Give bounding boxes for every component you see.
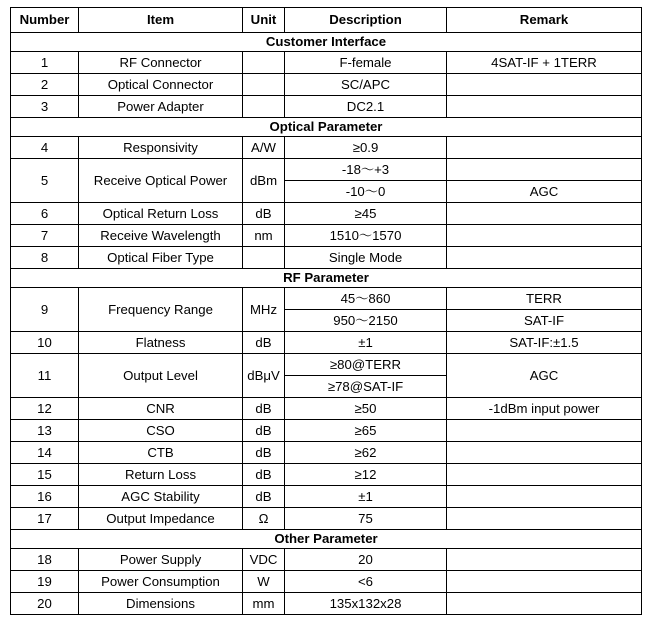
- row-unit: A/W: [243, 137, 285, 159]
- row-number: 10: [11, 332, 79, 354]
- row-remark: [447, 74, 642, 96]
- table-row: [11, 247, 642, 269]
- row-item: Power Consumption: [79, 571, 243, 593]
- row-remark: [447, 96, 642, 118]
- table-row: [11, 508, 642, 530]
- row-description: 45～860: [285, 288, 447, 310]
- table-row: [11, 486, 642, 508]
- row-remark: AGC: [447, 354, 642, 398]
- row-number: 13: [11, 420, 79, 442]
- row-unit: dBm: [243, 159, 285, 203]
- row-description: 950～2150: [285, 310, 447, 332]
- row-number: 3: [11, 96, 79, 118]
- row-description: 135x132x28: [285, 593, 447, 615]
- row-unit: dB: [243, 332, 285, 354]
- row-unit: dB: [243, 203, 285, 225]
- row-number: 9: [11, 288, 79, 332]
- row-description: ±1: [285, 332, 447, 354]
- row-description: ≥45: [285, 203, 447, 225]
- row-item: Power Supply: [79, 549, 243, 571]
- row-description: 75: [285, 508, 447, 530]
- row-description: ≥65: [285, 420, 447, 442]
- row-number: 6: [11, 203, 79, 225]
- table-row: [11, 354, 642, 376]
- row-item: Return Loss: [79, 464, 243, 486]
- row-item: Optical Connector: [79, 74, 243, 96]
- row-item: Output Level: [79, 354, 243, 398]
- row-unit: [243, 74, 285, 96]
- row-item: CTB: [79, 442, 243, 464]
- row-number: 15: [11, 464, 79, 486]
- row-item: RF Connector: [79, 52, 243, 74]
- row-unit: VDC: [243, 549, 285, 571]
- row-number: 20: [11, 593, 79, 615]
- row-item: Receive Optical Power: [79, 159, 243, 203]
- row-item: Dimensions: [79, 593, 243, 615]
- row-remark: [447, 203, 642, 225]
- row-remark: [447, 464, 642, 486]
- row-description: Single Mode: [285, 247, 447, 269]
- row-number: 7: [11, 225, 79, 247]
- row-unit: [243, 52, 285, 74]
- row-description: ±1: [285, 486, 447, 508]
- row-unit: dB: [243, 398, 285, 420]
- row-remark: [447, 247, 642, 269]
- row-remark: [447, 549, 642, 571]
- header-unit: Unit: [243, 8, 285, 33]
- section-rf-parameter: RF Parameter: [11, 269, 642, 288]
- row-description: <6: [285, 571, 447, 593]
- row-description: ≥78@SAT-IF: [285, 376, 447, 398]
- row-remark: -1dBm input power: [447, 398, 642, 420]
- table-row: [11, 74, 642, 96]
- row-remark: [447, 486, 642, 508]
- row-remark: [447, 137, 642, 159]
- row-unit: [243, 96, 285, 118]
- row-description: -10～0: [285, 181, 447, 203]
- section-row: [11, 269, 642, 288]
- row-description: ≥0.9: [285, 137, 447, 159]
- specification-table: [10, 7, 642, 615]
- row-number: 18: [11, 549, 79, 571]
- row-remark: [447, 442, 642, 464]
- row-remark: [447, 571, 642, 593]
- row-description: -18～+3: [285, 159, 447, 181]
- table-row: [11, 137, 642, 159]
- row-number: 19: [11, 571, 79, 593]
- section-optical-parameter: Optical Parameter: [11, 118, 642, 137]
- row-remark: AGC: [447, 181, 642, 203]
- section-other-parameter: Other Parameter: [11, 530, 642, 549]
- row-description: ≥80@TERR: [285, 354, 447, 376]
- row-remark: [447, 225, 642, 247]
- row-description: 20: [285, 549, 447, 571]
- row-description: ≥50: [285, 398, 447, 420]
- row-number: 4: [11, 137, 79, 159]
- table-row: [11, 332, 642, 354]
- row-remark: [447, 420, 642, 442]
- row-item: Optical Fiber Type: [79, 247, 243, 269]
- section-row: [11, 118, 642, 137]
- header-row: [11, 8, 642, 33]
- table-row: [11, 442, 642, 464]
- row-description: SC/APC: [285, 74, 447, 96]
- section-customer-interface: Customer Interface: [11, 33, 642, 52]
- row-unit: MHz: [243, 288, 285, 332]
- row-item: Receive Wavelength: [79, 225, 243, 247]
- header-item: Item: [79, 8, 243, 33]
- row-item: Power Adapter: [79, 96, 243, 118]
- row-unit: dB: [243, 464, 285, 486]
- row-remark: [447, 593, 642, 615]
- row-description: 1510～1570: [285, 225, 447, 247]
- row-unit: dB: [243, 486, 285, 508]
- table-row: [11, 52, 642, 74]
- row-description: ≥62: [285, 442, 447, 464]
- row-number: 14: [11, 442, 79, 464]
- row-unit: dB: [243, 420, 285, 442]
- table-row: [11, 288, 642, 310]
- row-unit: dB: [243, 442, 285, 464]
- row-number: 16: [11, 486, 79, 508]
- table-row: [11, 571, 642, 593]
- row-remark: [447, 159, 642, 181]
- row-item: Flatness: [79, 332, 243, 354]
- row-item: Output Impedance: [79, 508, 243, 530]
- section-row: [11, 33, 642, 52]
- table-row: [11, 549, 642, 571]
- row-number: 17: [11, 508, 79, 530]
- row-remark: SAT-IF:±1.5: [447, 332, 642, 354]
- row-item: Frequency Range: [79, 288, 243, 332]
- table-row: [11, 398, 642, 420]
- row-unit: mm: [243, 593, 285, 615]
- table-row: [11, 159, 642, 181]
- row-remark: SAT-IF: [447, 310, 642, 332]
- header-remark: Remark: [447, 8, 642, 33]
- header-description: Description: [285, 8, 447, 33]
- row-unit: dBμV: [243, 354, 285, 398]
- row-item: Responsivity: [79, 137, 243, 159]
- table-row: [11, 96, 642, 118]
- row-unit: Ω: [243, 508, 285, 530]
- row-number: 12: [11, 398, 79, 420]
- row-description: F-female: [285, 52, 447, 74]
- row-item: Optical Return Loss: [79, 203, 243, 225]
- table-row: [11, 420, 642, 442]
- row-number: 11: [11, 354, 79, 398]
- table-row: [11, 203, 642, 225]
- row-description: DC2.1: [285, 96, 447, 118]
- row-number: 2: [11, 74, 79, 96]
- section-row: [11, 530, 642, 549]
- row-unit: W: [243, 571, 285, 593]
- row-unit: [243, 247, 285, 269]
- row-number: 8: [11, 247, 79, 269]
- row-item: CNR: [79, 398, 243, 420]
- header-number: Number: [11, 8, 79, 33]
- row-remark: TERR: [447, 288, 642, 310]
- row-number: 5: [11, 159, 79, 203]
- table-row: [11, 464, 642, 486]
- row-number: 1: [11, 52, 79, 74]
- row-item: AGC Stability: [79, 486, 243, 508]
- row-item: CSO: [79, 420, 243, 442]
- row-remark: [447, 508, 642, 530]
- row-remark: 4SAT-IF + 1TERR: [447, 52, 642, 74]
- row-description: ≥12: [285, 464, 447, 486]
- table-row: [11, 225, 642, 247]
- table-row: [11, 593, 642, 615]
- row-unit: nm: [243, 225, 285, 247]
